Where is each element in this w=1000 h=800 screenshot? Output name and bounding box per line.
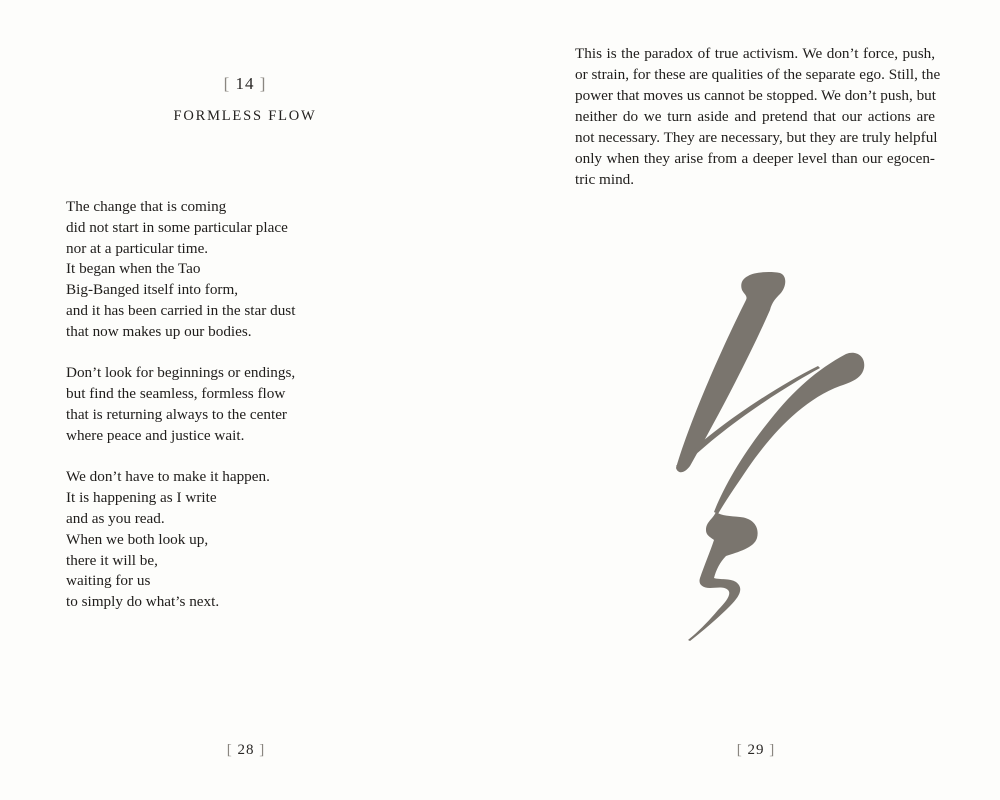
poem-line: waiting for us (66, 572, 151, 590)
poem-line: It is happening as I write (66, 489, 217, 507)
page-number-value: 29 (747, 742, 765, 758)
chapter-title: FORMLESS FLOW (173, 108, 317, 124)
bracket-open: [ (736, 742, 743, 758)
poem-line: and it has been carried in the star dust (66, 301, 296, 319)
poem-line: The change that is coming (66, 198, 227, 215)
bracket-open: [ (226, 742, 233, 758)
poem-line: Big-Banged itself into form, (66, 281, 239, 299)
prose-line: not necessary. They are necessary, but they are truly helpful (575, 129, 938, 146)
poem-stanza-1 (66, 197, 366, 343)
page-number-right (706, 742, 806, 759)
poem-line: We don’t have to make it happen. (66, 468, 270, 486)
poem (66, 197, 366, 634)
poem-stanza-3 (66, 467, 366, 613)
chapter-number-value: 14 (235, 74, 255, 93)
prose-line: power that moves us cannot be stopped. We don’t push, but (575, 87, 936, 104)
poem-line: nor at a particular time. (66, 239, 209, 257)
prose-line: This is the paradox of true activism. We don’t force, push, (575, 45, 935, 62)
chapter-number (0, 74, 490, 94)
poem-stanza-2 (66, 363, 366, 446)
prose-paragraph (575, 43, 941, 190)
right-page (500, 0, 1000, 800)
poem-line: that is returning always to the center (66, 405, 287, 423)
prose-line: or strain, for these are qualities of the separate ego. Still, the (575, 66, 941, 83)
bracket-close: ] (259, 742, 266, 758)
page-number-left (196, 742, 296, 759)
bracket-close: ] (769, 742, 776, 758)
poem-line: When we both look up, (66, 530, 209, 548)
bracket-open: [ (223, 74, 231, 93)
poem-line: It began when the Tao (66, 260, 201, 278)
poem-line: that now makes up our bodies. (66, 322, 252, 340)
poem-line: and as you read. (66, 509, 165, 527)
poem-line: to simply do what’s next. (66, 593, 220, 611)
prose-line: only when they arise from a deeper level than our egocen- (575, 150, 935, 167)
poem-line: there it will be, (66, 551, 158, 569)
poem-line: Don’t look for beginnings or endings, (66, 364, 296, 382)
poem-line: where peace and justice wait. (66, 426, 245, 444)
prose-line: neither do we turn aside and pretend that our actions are (575, 108, 935, 125)
poem-line: but find the seamless, formless flow (66, 385, 286, 403)
page-number-value: 28 (237, 742, 255, 758)
poem-line: did not start in some particular place (66, 218, 288, 236)
bracket-close: ] (259, 74, 267, 93)
prose-line: tric mind. (575, 171, 635, 188)
